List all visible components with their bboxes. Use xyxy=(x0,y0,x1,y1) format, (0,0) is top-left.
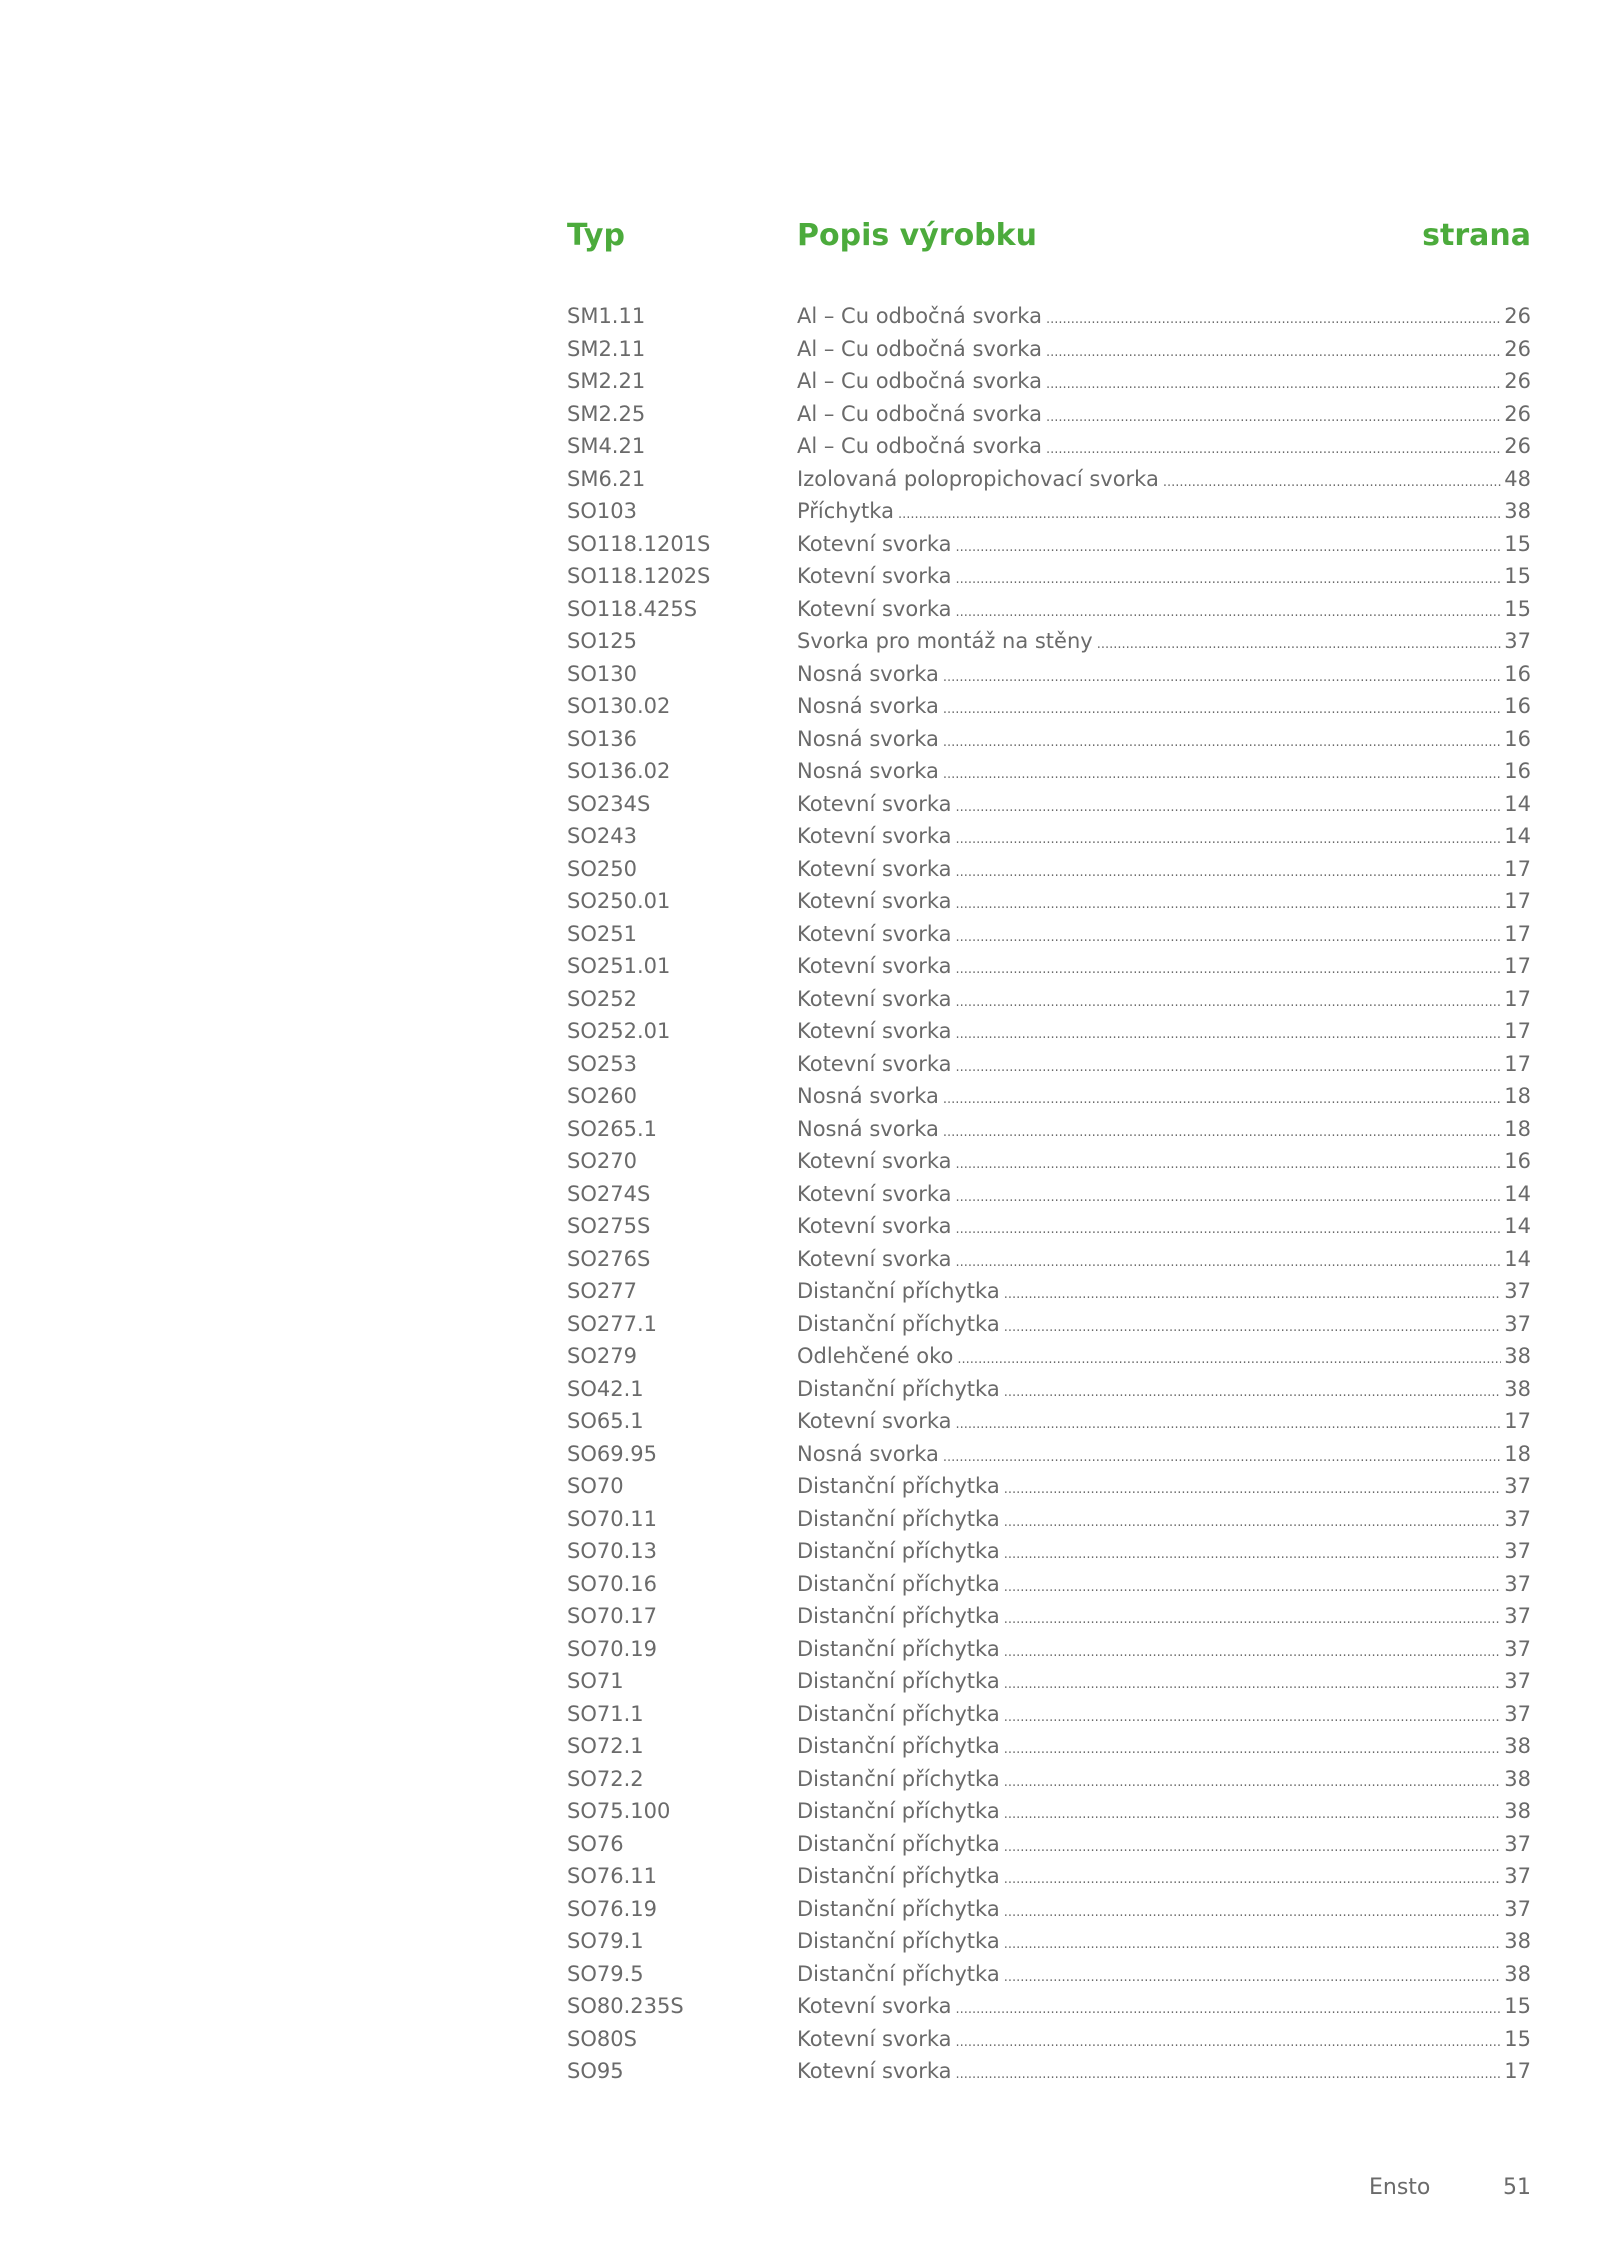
index-row xyxy=(567,820,1531,853)
page-reference: 37 xyxy=(1504,1636,1531,1661)
page-reference: 16 xyxy=(1504,661,1531,686)
product-code: SO70.11 xyxy=(567,1506,657,1531)
product-description: Al – Cu odbočná svorka xyxy=(797,401,1042,426)
index-row xyxy=(567,1730,1531,1763)
page-reference: 37 xyxy=(1504,1474,1531,1498)
description-leader xyxy=(797,853,1531,890)
product-description: Al – Cu odbočná svorka xyxy=(797,304,1042,328)
page-reference: 37 xyxy=(1504,1669,1531,1693)
product-description: Kotevní svorka xyxy=(797,856,952,881)
description-leader xyxy=(797,1243,1531,1280)
description-leader xyxy=(797,1665,1531,1702)
product-code: SO70.19 xyxy=(567,1636,657,1661)
index-row xyxy=(567,1015,1531,1048)
product-description: Nosná svorka xyxy=(797,1084,939,1108)
product-code: SO76 xyxy=(567,1831,624,1856)
product-code: SO234S xyxy=(567,791,651,816)
product-code: SO65.1 xyxy=(567,1409,644,1433)
product-description: Kotevní svorka xyxy=(797,921,952,946)
index-row xyxy=(567,755,1531,788)
index-row xyxy=(567,365,1531,398)
description-leader xyxy=(797,1178,1531,1215)
product-description: Distanční příchytka xyxy=(797,1896,1000,1921)
product-code: SO130.02 xyxy=(567,694,671,718)
product-code: SO72.1 xyxy=(567,1734,644,1758)
description-leader xyxy=(797,723,1531,760)
index-row xyxy=(567,1600,1531,1633)
description-leader xyxy=(797,1145,1531,1182)
product-code: SO95 xyxy=(567,2059,624,2083)
page-reference: 15 xyxy=(1504,531,1531,556)
page-reference: 17 xyxy=(1504,1051,1531,1076)
product-description: Distanční příchytka xyxy=(797,1799,1000,1823)
page-reference: 37 xyxy=(1504,1701,1531,1726)
column-header-page: strana xyxy=(1422,218,1531,253)
product-code: SO279 xyxy=(567,1344,637,1368)
index-row xyxy=(567,1113,1531,1146)
page-reference: 15 xyxy=(1504,1994,1531,2018)
product-code: SO103 xyxy=(567,499,637,523)
product-code: SO265.1 xyxy=(567,1116,657,1141)
product-code: SO276S xyxy=(567,1246,651,1271)
product-index-list xyxy=(567,300,1531,2088)
description-leader xyxy=(797,1048,1531,1085)
product-description: Distanční příchytka xyxy=(797,1831,1000,1856)
index-row xyxy=(567,560,1531,593)
product-description: Distanční příchytka xyxy=(797,1669,1000,1693)
description-leader xyxy=(797,1340,1531,1377)
product-description: Kotevní svorka xyxy=(797,1214,952,1238)
product-description: Kotevní svorka xyxy=(797,596,952,621)
index-row xyxy=(567,1568,1531,1601)
index-row xyxy=(567,463,1531,496)
product-code: SO250 xyxy=(567,856,637,881)
page-reference: 18 xyxy=(1504,1084,1531,1108)
page-reference: 17 xyxy=(1504,889,1531,913)
page-reference: 14 xyxy=(1504,1246,1531,1271)
product-description: Distanční příchytka xyxy=(797,1701,1000,1726)
description-leader xyxy=(797,1925,1531,1962)
product-description: Nosná svorka xyxy=(797,694,939,718)
index-row xyxy=(567,300,1531,333)
description-leader xyxy=(797,755,1531,792)
index-row xyxy=(567,1925,1531,1958)
index-row xyxy=(567,1080,1531,1113)
index-row xyxy=(567,1860,1531,1893)
description-leader xyxy=(797,528,1531,565)
page-reference: 16 xyxy=(1504,694,1531,718)
product-code: SO70.17 xyxy=(567,1604,657,1628)
product-code: SO277 xyxy=(567,1279,637,1303)
index-row xyxy=(567,1503,1531,1536)
product-code: SO125 xyxy=(567,629,637,653)
product-description: Distanční příchytka xyxy=(797,1604,1000,1628)
product-code: SO71.1 xyxy=(567,1701,644,1726)
product-code: SO79.5 xyxy=(567,1961,644,1986)
index-row xyxy=(567,1795,1531,1828)
column-header-description: Popis výrobku xyxy=(797,218,1037,253)
product-description: Distanční příchytka xyxy=(797,1279,1000,1303)
product-code: SM2.11 xyxy=(567,336,646,361)
index-row xyxy=(567,1438,1531,1471)
product-code: SO71 xyxy=(567,1669,624,1693)
description-leader xyxy=(797,1633,1531,1670)
product-code: SO75.100 xyxy=(567,1799,671,1823)
page-reference: 16 xyxy=(1504,1149,1531,1173)
description-leader xyxy=(797,1275,1531,1312)
index-row xyxy=(567,1535,1531,1568)
product-code: SO118.425S xyxy=(567,596,698,621)
description-leader xyxy=(797,1503,1531,1540)
description-leader xyxy=(797,333,1531,370)
description-leader xyxy=(797,1405,1531,1442)
product-description: Distanční příchytka xyxy=(797,1734,1000,1758)
product-description: Distanční příchytka xyxy=(797,1766,1000,1791)
product-code: SO260 xyxy=(567,1084,637,1108)
index-row xyxy=(567,1048,1531,1081)
index-row xyxy=(567,2055,1531,2088)
description-leader xyxy=(797,950,1531,987)
product-code: SO80.235S xyxy=(567,1994,684,2018)
page-reference: 37 xyxy=(1504,1279,1531,1303)
page-reference: 37 xyxy=(1504,1864,1531,1888)
page-reference: 15 xyxy=(1504,2026,1531,2051)
description-leader xyxy=(797,1535,1531,1572)
product-description: Kotevní svorka xyxy=(797,1246,952,1271)
index-row xyxy=(567,1763,1531,1796)
index-row xyxy=(567,398,1531,431)
index-row xyxy=(567,1178,1531,1211)
page-reference: 37 xyxy=(1504,1604,1531,1628)
index-row xyxy=(567,1893,1531,1926)
page-reference: 38 xyxy=(1504,1961,1531,1986)
product-description: Nosná svorka xyxy=(797,759,939,783)
product-description: Nosná svorka xyxy=(797,661,939,686)
product-description: Distanční příchytka xyxy=(797,1636,1000,1661)
product-code: SO118.1202S xyxy=(567,564,711,588)
product-code: SO118.1201S xyxy=(567,531,711,556)
description-leader xyxy=(797,1600,1531,1637)
footer-brand: Ensto xyxy=(1369,2175,1431,2200)
description-leader xyxy=(797,365,1531,402)
page-reference: 38 xyxy=(1504,1929,1531,1953)
description-leader xyxy=(797,1015,1531,1052)
index-row xyxy=(567,1958,1531,1991)
page-reference: 37 xyxy=(1504,629,1531,653)
index-row xyxy=(567,1698,1531,1731)
index-row xyxy=(567,1275,1531,1308)
product-description: Nosná svorka xyxy=(797,1116,939,1141)
product-description: Izolovaná polopropichovací svorka xyxy=(797,466,1159,491)
page-reference: 17 xyxy=(1504,921,1531,946)
index-row xyxy=(567,1990,1531,2023)
index-row xyxy=(567,2023,1531,2056)
description-leader xyxy=(797,1828,1531,1865)
description-leader xyxy=(797,983,1531,1020)
product-code: SO70.13 xyxy=(567,1539,657,1563)
page-reference: 14 xyxy=(1504,1214,1531,1238)
index-row xyxy=(567,495,1531,528)
index-header xyxy=(567,218,1531,266)
product-description: Distanční příchytka xyxy=(797,1376,1000,1401)
page-reference: 26 xyxy=(1504,369,1531,393)
index-row xyxy=(567,918,1531,951)
product-description: Kotevní svorka xyxy=(797,791,952,816)
description-leader xyxy=(797,820,1531,857)
index-row xyxy=(567,885,1531,918)
index-row xyxy=(567,1340,1531,1373)
description-leader xyxy=(797,593,1531,630)
product-description: Kotevní svorka xyxy=(797,986,952,1011)
product-code: SM1.11 xyxy=(567,304,646,328)
page-reference: 14 xyxy=(1504,1181,1531,1206)
page-reference: 38 xyxy=(1504,1766,1531,1791)
description-leader xyxy=(797,1893,1531,1930)
page-reference: 37 xyxy=(1504,1831,1531,1856)
description-leader xyxy=(797,1373,1531,1410)
page-reference: 17 xyxy=(1504,986,1531,1011)
product-code: SO136.02 xyxy=(567,759,671,783)
page-reference: 17 xyxy=(1504,2059,1531,2083)
product-code: SO250.01 xyxy=(567,889,671,913)
index-row xyxy=(567,853,1531,886)
product-description: Nosná svorka xyxy=(797,1441,939,1466)
page-reference: 38 xyxy=(1504,1734,1531,1758)
page-reference: 48 xyxy=(1504,466,1531,491)
page-reference: 17 xyxy=(1504,1019,1531,1043)
index-row xyxy=(567,528,1531,561)
description-leader xyxy=(797,1958,1531,1995)
product-code: SO80S xyxy=(567,2026,637,2051)
index-row xyxy=(567,788,1531,821)
description-leader xyxy=(797,788,1531,825)
description-leader xyxy=(797,1568,1531,1605)
index-row xyxy=(567,1470,1531,1503)
product-code: SO69.95 xyxy=(567,1441,657,1466)
product-code: SO253 xyxy=(567,1051,637,1076)
dot-leader xyxy=(956,2059,1502,2092)
product-description: Odlehčené oko xyxy=(797,1344,954,1368)
description-leader xyxy=(797,2023,1531,2060)
page-reference: 16 xyxy=(1504,759,1531,783)
product-description: Kotevní svorka xyxy=(797,2026,952,2051)
product-description: Kotevní svorka xyxy=(797,531,952,556)
product-description: Al – Cu odbočná svorka xyxy=(797,336,1042,361)
page-reference: 17 xyxy=(1504,856,1531,881)
description-leader xyxy=(797,1438,1531,1475)
page-reference: 14 xyxy=(1504,791,1531,816)
product-code: SO72.2 xyxy=(567,1766,644,1791)
index-row xyxy=(567,625,1531,658)
product-description: Distanční příchytka xyxy=(797,1571,1000,1596)
page-reference: 38 xyxy=(1504,1799,1531,1823)
product-description: Kotevní svorka xyxy=(797,2059,952,2083)
page-reference: 26 xyxy=(1504,304,1531,328)
product-description: Kotevní svorka xyxy=(797,1149,952,1173)
column-header-type: Typ xyxy=(567,218,625,253)
product-code: SO243 xyxy=(567,824,637,848)
product-code: SO274S xyxy=(567,1181,651,1206)
page-reference: 15 xyxy=(1504,596,1531,621)
page-reference: 37 xyxy=(1504,1896,1531,1921)
page-footer xyxy=(1360,2175,1531,2209)
product-code: SO76.19 xyxy=(567,1896,657,1921)
product-code: SM2.25 xyxy=(567,401,646,426)
product-code: SO70 xyxy=(567,1474,624,1498)
description-leader xyxy=(797,1795,1531,1832)
product-description: Distanční příchytka xyxy=(797,1311,1000,1336)
product-description: Kotevní svorka xyxy=(797,1994,952,2018)
description-leader xyxy=(797,430,1531,467)
description-leader xyxy=(797,1308,1531,1345)
product-description: Al – Cu odbočná svorka xyxy=(797,434,1042,458)
page-reference: 38 xyxy=(1504,499,1531,523)
index-row xyxy=(567,1210,1531,1243)
page-reference: 17 xyxy=(1504,954,1531,978)
page-reference: 17 xyxy=(1504,1409,1531,1433)
product-code: SO251.01 xyxy=(567,954,671,978)
page-reference: 37 xyxy=(1504,1571,1531,1596)
description-leader xyxy=(797,560,1531,597)
description-leader xyxy=(797,2055,1531,2092)
index-row xyxy=(567,1405,1531,1438)
product-description: Distanční příchytka xyxy=(797,1961,1000,1986)
product-description: Distanční příchytka xyxy=(797,1539,1000,1563)
product-description: Distanční příchytka xyxy=(797,1506,1000,1531)
description-leader xyxy=(797,1730,1531,1767)
description-leader xyxy=(797,1470,1531,1507)
product-code: SO252.01 xyxy=(567,1019,671,1043)
page-reference: 15 xyxy=(1504,564,1531,588)
product-code: SM4.21 xyxy=(567,434,646,458)
index-row xyxy=(567,723,1531,756)
product-description: Kotevní svorka xyxy=(797,954,952,978)
page-reference: 37 xyxy=(1504,1539,1531,1563)
product-description: Kotevní svorka xyxy=(797,1181,952,1206)
description-leader xyxy=(797,398,1531,435)
product-code: SO270 xyxy=(567,1149,637,1173)
page-reference: 18 xyxy=(1504,1441,1531,1466)
index-row xyxy=(567,950,1531,983)
product-description: Distanční příchytka xyxy=(797,1864,1000,1888)
index-row xyxy=(567,430,1531,463)
description-leader xyxy=(797,625,1531,662)
description-leader xyxy=(797,1210,1531,1247)
description-leader xyxy=(797,690,1531,727)
description-leader xyxy=(797,1113,1531,1150)
product-description: Kotevní svorka xyxy=(797,1019,952,1043)
product-code: SO42.1 xyxy=(567,1376,644,1401)
product-description: Kotevní svorka xyxy=(797,1409,952,1433)
page-reference: 26 xyxy=(1504,336,1531,361)
page-reference: 16 xyxy=(1504,726,1531,751)
description-leader xyxy=(797,300,1531,337)
product-code: SO130 xyxy=(567,661,637,686)
index-row xyxy=(567,1243,1531,1276)
description-leader xyxy=(797,1698,1531,1735)
product-description: Kotevní svorka xyxy=(797,1051,952,1076)
product-code: SO252 xyxy=(567,986,637,1011)
product-code: SM6.21 xyxy=(567,466,646,491)
product-code: SO251 xyxy=(567,921,637,946)
product-description: Kotevní svorka xyxy=(797,889,952,913)
product-code: SO79.1 xyxy=(567,1929,644,1953)
description-leader xyxy=(797,885,1531,922)
page-reference: 26 xyxy=(1504,434,1531,458)
index-row xyxy=(567,593,1531,626)
product-description: Svorka pro montáž na stěny xyxy=(797,629,1093,653)
index-row xyxy=(567,1373,1531,1406)
page-reference: 14 xyxy=(1504,824,1531,848)
product-code: SO70.16 xyxy=(567,1571,657,1596)
product-description: Nosná svorka xyxy=(797,726,939,751)
product-code: SO275S xyxy=(567,1214,651,1238)
index-row xyxy=(567,1308,1531,1341)
index-row xyxy=(567,1633,1531,1666)
description-leader xyxy=(797,1990,1531,2027)
product-description: Kotevní svorka xyxy=(797,824,952,848)
page-reference: 37 xyxy=(1504,1506,1531,1531)
index-row xyxy=(567,658,1531,691)
product-code: SM2.21 xyxy=(567,369,646,393)
index-row xyxy=(567,983,1531,1016)
index-row xyxy=(567,1665,1531,1698)
index-row xyxy=(567,690,1531,723)
page-reference: 26 xyxy=(1504,401,1531,426)
page-reference: 38 xyxy=(1504,1344,1531,1368)
index-row xyxy=(567,1145,1531,1178)
product-description: Příchytka xyxy=(797,499,894,523)
description-leader xyxy=(797,1080,1531,1117)
page-reference: 18 xyxy=(1504,1116,1531,1141)
product-code: SO277.1 xyxy=(567,1311,657,1336)
product-description: Distanční příchytka xyxy=(797,1929,1000,1953)
description-leader xyxy=(797,495,1531,532)
product-description: Distanční příchytka xyxy=(797,1474,1000,1498)
description-leader xyxy=(797,918,1531,955)
description-leader xyxy=(797,463,1531,500)
description-leader xyxy=(797,1860,1531,1897)
product-code: SO76.11 xyxy=(567,1864,657,1888)
footer-page-number: 51 xyxy=(1503,2175,1531,2200)
product-description: Kotevní svorka xyxy=(797,564,952,588)
product-code: SO136 xyxy=(567,726,637,751)
page-reference: 38 xyxy=(1504,1376,1531,1401)
page-reference: 37 xyxy=(1504,1311,1531,1336)
description-leader xyxy=(797,1763,1531,1800)
product-description: Al – Cu odbočná svorka xyxy=(797,369,1042,393)
index-row xyxy=(567,1828,1531,1861)
description-leader xyxy=(797,658,1531,695)
index-row xyxy=(567,333,1531,366)
